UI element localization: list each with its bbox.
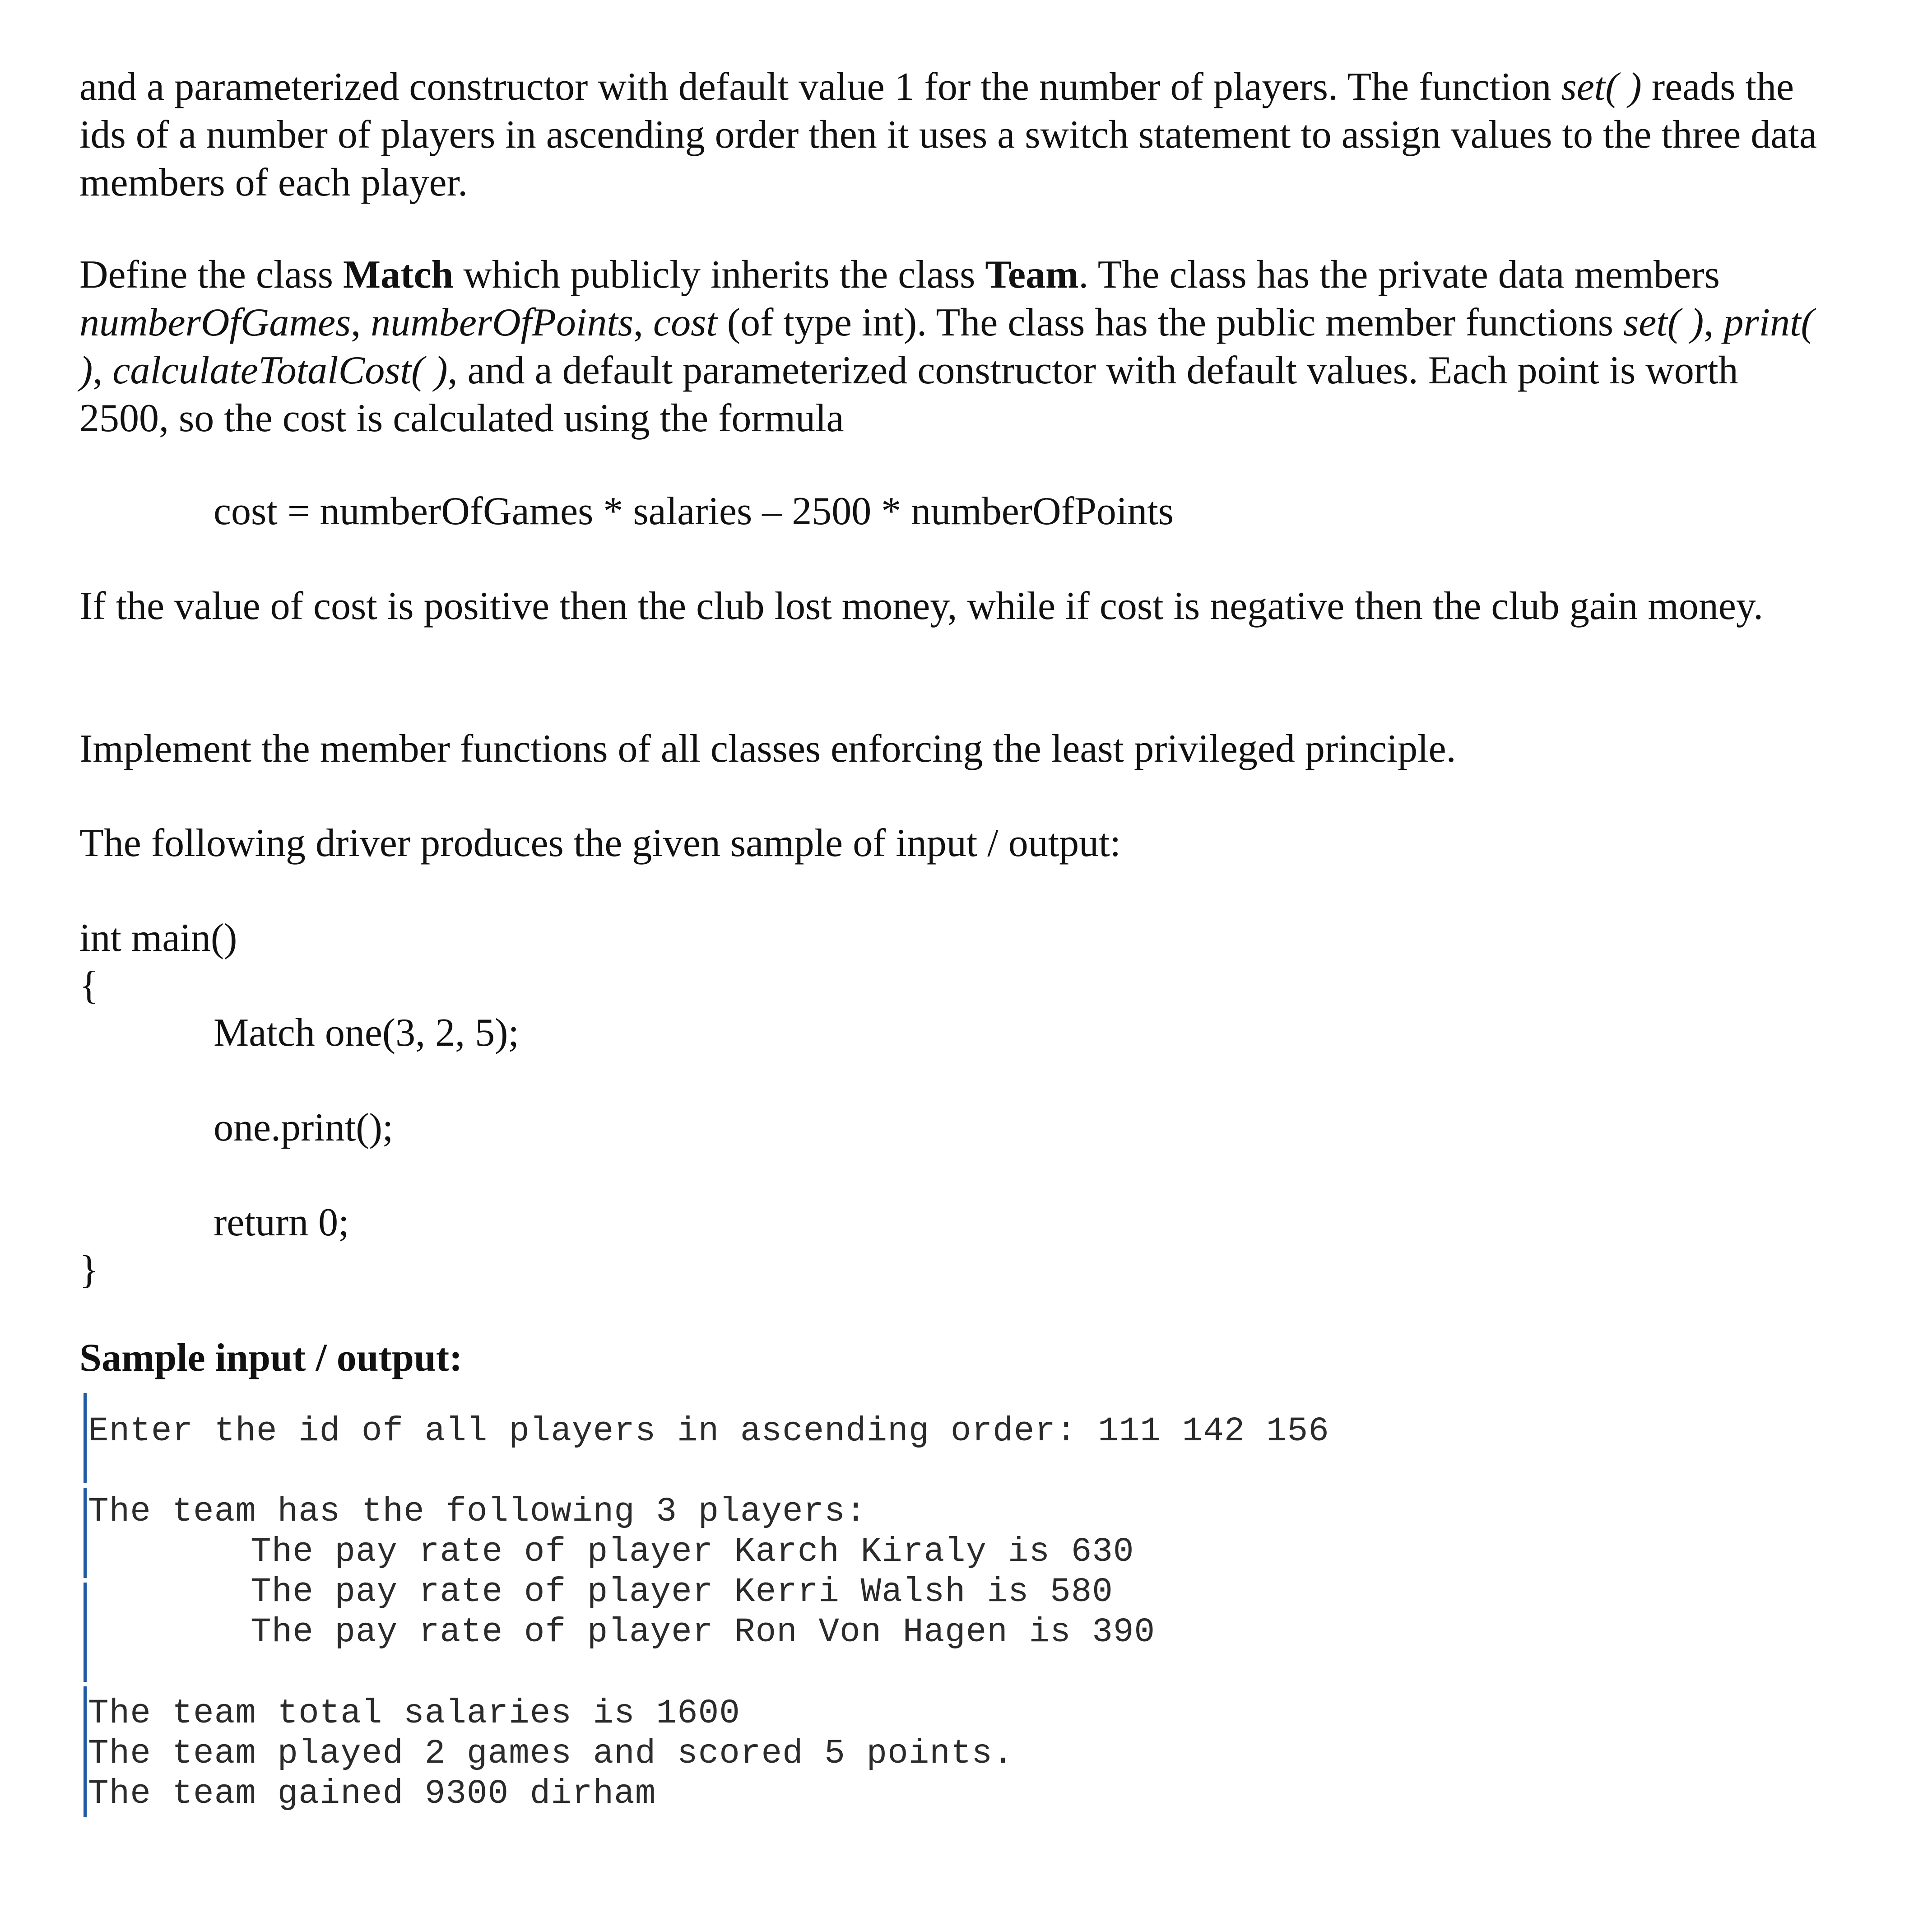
console-output bbox=[84, 1393, 1438, 1817]
console-border bbox=[84, 1393, 87, 1483]
cost-formula: cost = numberOfGames * salaries – 2500 * numberOfPoints bbox=[214, 489, 1174, 533]
text-run: , and a default parameterized constructor with default values. Each point is worth 2500, so the cost is calculated using the formula bbox=[79, 349, 1738, 440]
console-player-line: The pay rate of player Karch Kiraly is 630 bbox=[251, 1532, 1134, 1571]
console-player-line: The pay rate of player Kerri Walsh is 580 bbox=[251, 1573, 1113, 1611]
text-run: . The class has the private data members bbox=[1078, 253, 1720, 297]
code-open-brace: { bbox=[79, 964, 99, 1007]
function-calculate-total-cost: calculateTotalCost( ) bbox=[112, 349, 448, 392]
console-gained: The team gained 9300 dirham bbox=[88, 1774, 656, 1813]
member-number-of-games: numberOfGames bbox=[79, 301, 351, 345]
function-set: set( ) bbox=[1623, 301, 1704, 345]
class-name-match: Match bbox=[343, 253, 454, 297]
text-run-italic: set( ) bbox=[1561, 65, 1642, 109]
text-run: , bbox=[93, 349, 113, 392]
sample-heading: Sample input / output: bbox=[79, 1336, 463, 1380]
function-print: print( ) bbox=[79, 301, 1814, 392]
text-run: , bbox=[633, 301, 654, 345]
console-player-line: The pay rate of player Ron Von Hagen is 390 bbox=[251, 1613, 1156, 1652]
text-run: (of type int). The class has the public member functions bbox=[717, 301, 1623, 345]
paragraph-set-function bbox=[79, 63, 1831, 207]
code-match-construct: Match one(3, 2, 5); bbox=[214, 1011, 519, 1055]
console-team-header: The team has the following 3 players: bbox=[88, 1492, 867, 1531]
code-main-signature: int main() bbox=[79, 916, 237, 960]
text-run: reads the ids of a number of players in ascending order then it uses a switch statement to assign values to the three data members of each player. bbox=[79, 65, 1817, 205]
text-run: and a parameterized constructor with default value 1 for the number of players. The function bbox=[79, 65, 1561, 109]
console-games-points: The team played 2 games and scored 5 points. bbox=[88, 1734, 1014, 1773]
console-border bbox=[84, 1488, 87, 1578]
text-run: Define the class bbox=[79, 253, 343, 297]
code-close-brace: } bbox=[79, 1248, 99, 1292]
text-run: , bbox=[1704, 301, 1724, 345]
text-run: , bbox=[351, 301, 371, 345]
class-name-team: Team bbox=[985, 253, 1079, 297]
console-border bbox=[84, 1686, 87, 1817]
code-return: return 0; bbox=[214, 1201, 349, 1244]
member-cost: cost bbox=[653, 301, 717, 345]
paragraph-least-privilege: Implement the member functions of all classes enforcing the least privileged principle. bbox=[79, 727, 1456, 771]
console-prompt-line: Enter the id of all players in ascending order: 111 142 156 bbox=[88, 1412, 1329, 1451]
paragraph-cost-meaning: If the value of cost is positive then the club lost money, while if cost is negative then the club gain money. bbox=[79, 584, 1764, 628]
paragraph-driver-intro: The following driver produces the given sample of input / output: bbox=[79, 821, 1121, 865]
console-total-salaries: The team total salaries is 1600 bbox=[88, 1694, 740, 1733]
member-number-of-points: numberOfPoints bbox=[371, 301, 634, 345]
paragraph-match-class bbox=[79, 251, 1831, 442]
code-print-call: one.print(); bbox=[214, 1106, 394, 1150]
console-border bbox=[84, 1583, 87, 1682]
text-run: which publicly inherits the class bbox=[453, 253, 985, 297]
